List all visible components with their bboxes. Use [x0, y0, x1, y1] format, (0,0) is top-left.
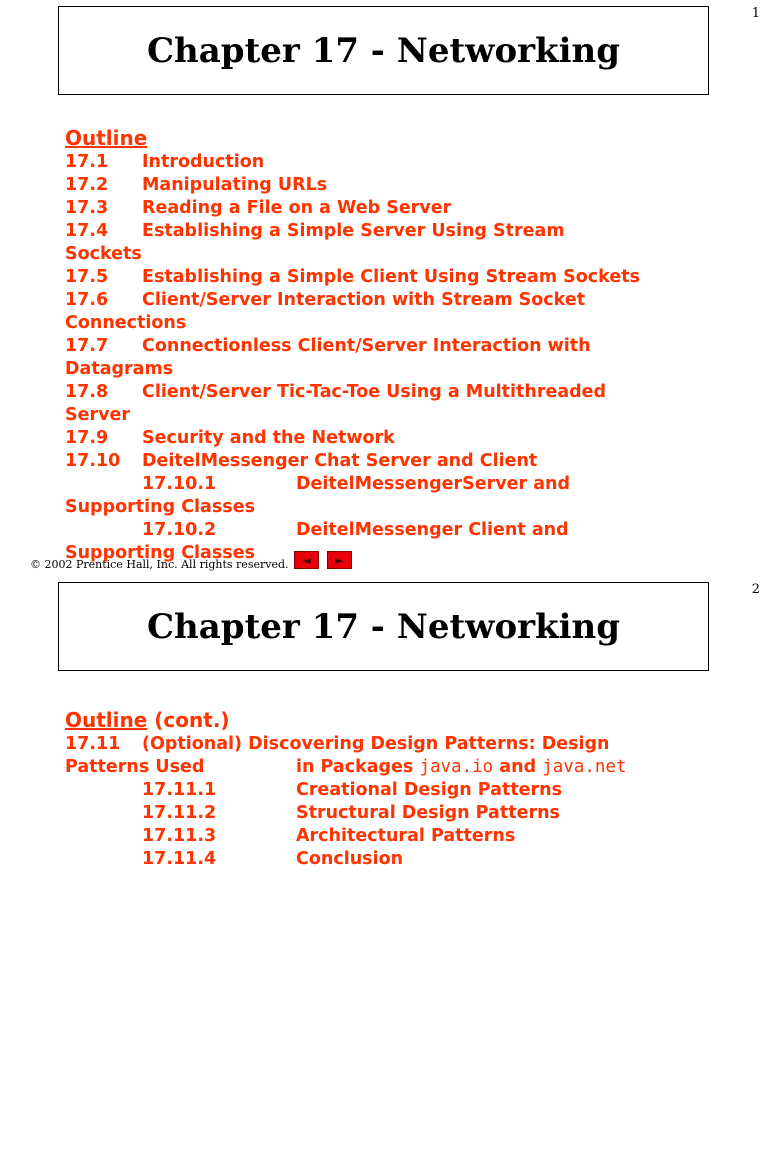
- outline-subitem: 17.11.2 Structural Design Patterns: [142, 803, 560, 823]
- outline-subitem: 17.10.2 DeitelMessenger Client and Supporting Classes: [65, 520, 569, 563]
- outline-item: 17.8 Client/Server Tic-Tac-Toe Using a Multithreaded Server: [65, 382, 607, 425]
- outline-subitem: 17.11.4 Conclusion: [142, 849, 404, 869]
- outline-item: 17.9 Security and the Network: [65, 428, 395, 448]
- title-box: [58, 6, 709, 95]
- outline-heading: Outline (cont.): [65, 708, 230, 732]
- outline-item: 17.3 Reading a File on a Web Server: [65, 198, 452, 218]
- outline-subitem: 17.11.1 Creational Design Patterns: [142, 780, 563, 800]
- outline-item: 17.7 Connectionless Client/Server Interaction with Datagrams: [65, 336, 591, 379]
- arrow-right-icon: ►: [335, 553, 344, 567]
- page-number: 1: [751, 6, 760, 21]
- next-slide-button[interactable]: [327, 551, 352, 569]
- outline-item-continued: Patterns Used in Packages java.io and java.net: [65, 757, 627, 777]
- outline-item: 17.11 (Optional) Discovering Design Patterns: Design: [65, 734, 610, 754]
- outline-item: 17.10 DeitelMessenger Chat Server and Client: [65, 451, 538, 471]
- outline-item: 17.6 Client/Server Interaction with Stream Socket Connections: [65, 290, 586, 333]
- outline-item: 17.5 Establishing a Simple Client Using Stream Sockets: [65, 267, 640, 287]
- outline: [65, 708, 705, 871]
- outline-heading: Outline: [65, 126, 148, 150]
- outline-subitem: 17.10.1 DeitelMessengerServer and Supporting Classes: [65, 474, 570, 517]
- slide-2: [0, 576, 768, 1152]
- outline-subitem: 17.11.3 Architectural Patterns: [142, 826, 516, 846]
- title-box: [58, 582, 709, 671]
- copyright: © 2002 Prentice Hall, Inc. All rights reserved.: [30, 558, 289, 571]
- outline-item: 17.1 Introduction: [65, 152, 265, 172]
- outline-item: 17.4 Establishing a Simple Server Using Stream Sockets: [65, 221, 565, 264]
- slide-title: Chapter 17 - Networking: [146, 30, 620, 71]
- previous-slide-button[interactable]: [294, 551, 319, 569]
- page-number: 2: [751, 582, 760, 597]
- arrow-left-icon: ◄: [302, 553, 311, 567]
- outline-item: 17.2 Manipulating URLs: [65, 175, 328, 195]
- slide-title: Chapter 17 - Networking: [146, 606, 620, 647]
- outline: [65, 126, 705, 565]
